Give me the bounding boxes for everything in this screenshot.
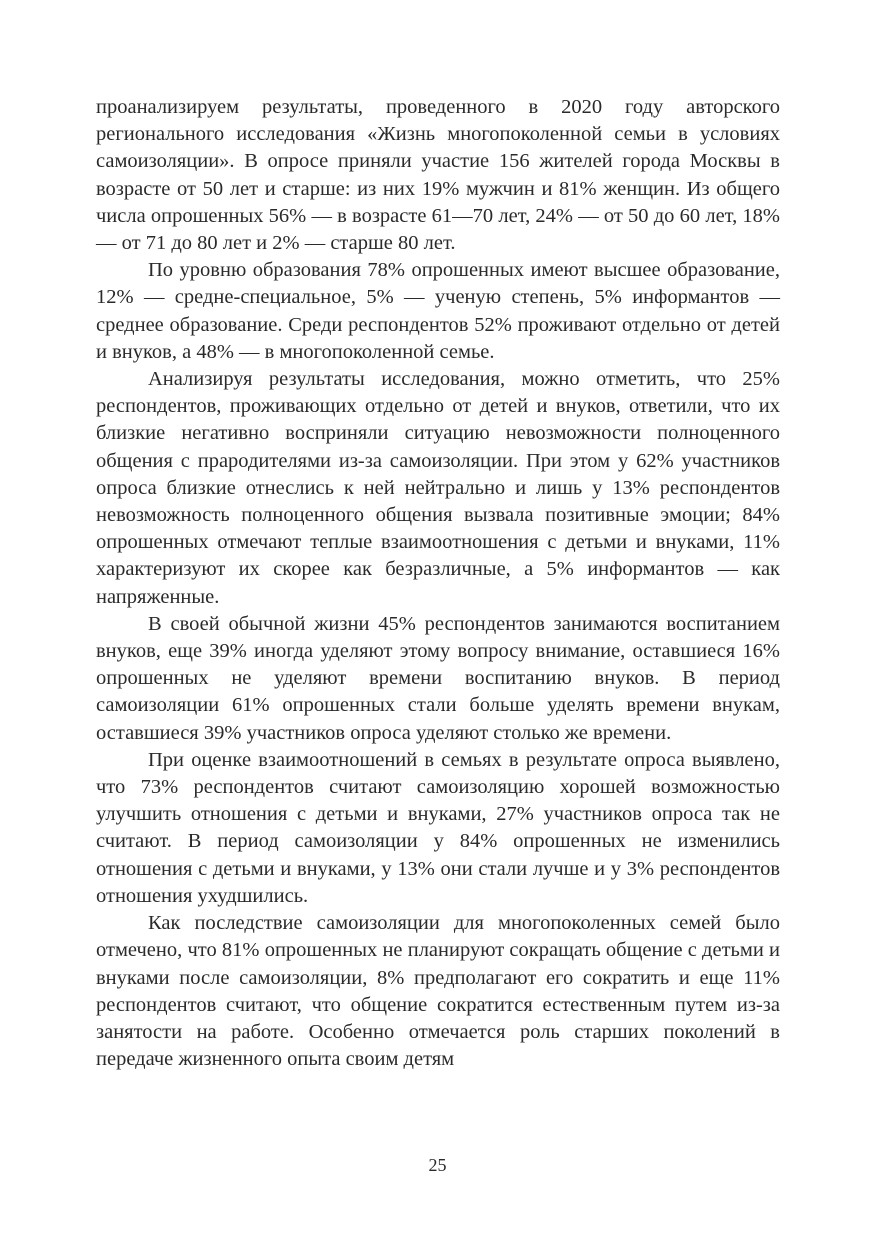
paragraph-3: Анализируя результаты исследования, можно отметить, что 25% респондентов, проживающих отдельно от детей и внуков, ответили, что их близкие негативно восприняли ситуацию невозможности полноценного общения с прародителями из-за самоизоляции. При этом у 62% участников опроса близкие отнеслись к ней нейтрально и лишь у 13% респондентов невозможность полноценного общения вызвала позитивные эмоции; 84% опрошенных отмечают теплые взаимоотношения с детьми и внуками, 11% характеризуют их скорее как безразличные, а 5% информантов — как напряженные. — [96, 368, 780, 608]
body-text — [96, 94, 780, 1073]
paragraph-2: По уровню образования 78% опрошенных имеют высшее образование, 12% — средне-специальное, 5% — ученую степень, 5% информантов — среднее образование. Среди респондентов 52% проживают отдельно от детей и внуков, а 48% — в многопоколенной семье. — [96, 259, 780, 363]
paragraph-5: При оценке взаимоотношений в семьях в результате опроса выявлено, что 73% респондентов считают самоизоляцию хорошей возможностью улучшить отношения с детьми и внуками, 27% участников опроса так не считают. В период самоизоляции у 84% опрошенных не изменились отношения с детьми и внуками, у 13% они стали лучше и у 3% респондентов отношения ухудшились. — [96, 748, 780, 907]
page-number: 25 — [428, 1155, 447, 1175]
paragraph-4: В своей обычной жизни 45% респондентов занимаются воспитанием внуков, еще 39% иногда уделяют этому вопросу внимание, оставшиеся 16% опрошенных не уделяют времени воспитанию внуков. В период самоизоляции 61% опрошенных стали больше уделять времени внукам, оставшиеся 39% участников опроса уделяют столько же времени. — [96, 612, 780, 744]
paragraph-6: Как последствие самоизоляции для многопоколенных семей было отмечено, что 81% опрошенных не планируют сокращать общение с детьми и внуками после самоизоляции, 8% предполагают его сократить и еще 11% респондентов считают, что общение сократится естественным путем из-за занятости на работе. Особенно отмечается роль старших поколений в передаче жизненного опыта своим детям — [96, 912, 780, 1071]
paragraph-1: проанализируем результаты, проведенного в 2020 году авторского регионального исследования «Жизнь многопоколенной семьи в условиях самоизоляции». В опросе приняли участие 156 жителей города Москвы в возрасте от 50 лет и старше: из них 19% мужчин и 81% женщин. Из общего числа опрошенных 56% — в возрасте 61—70 лет, 24% — от 50 до 60 лет, 18% — от 71 до 80 лет и 2% — старше 80 лет. — [96, 96, 780, 255]
